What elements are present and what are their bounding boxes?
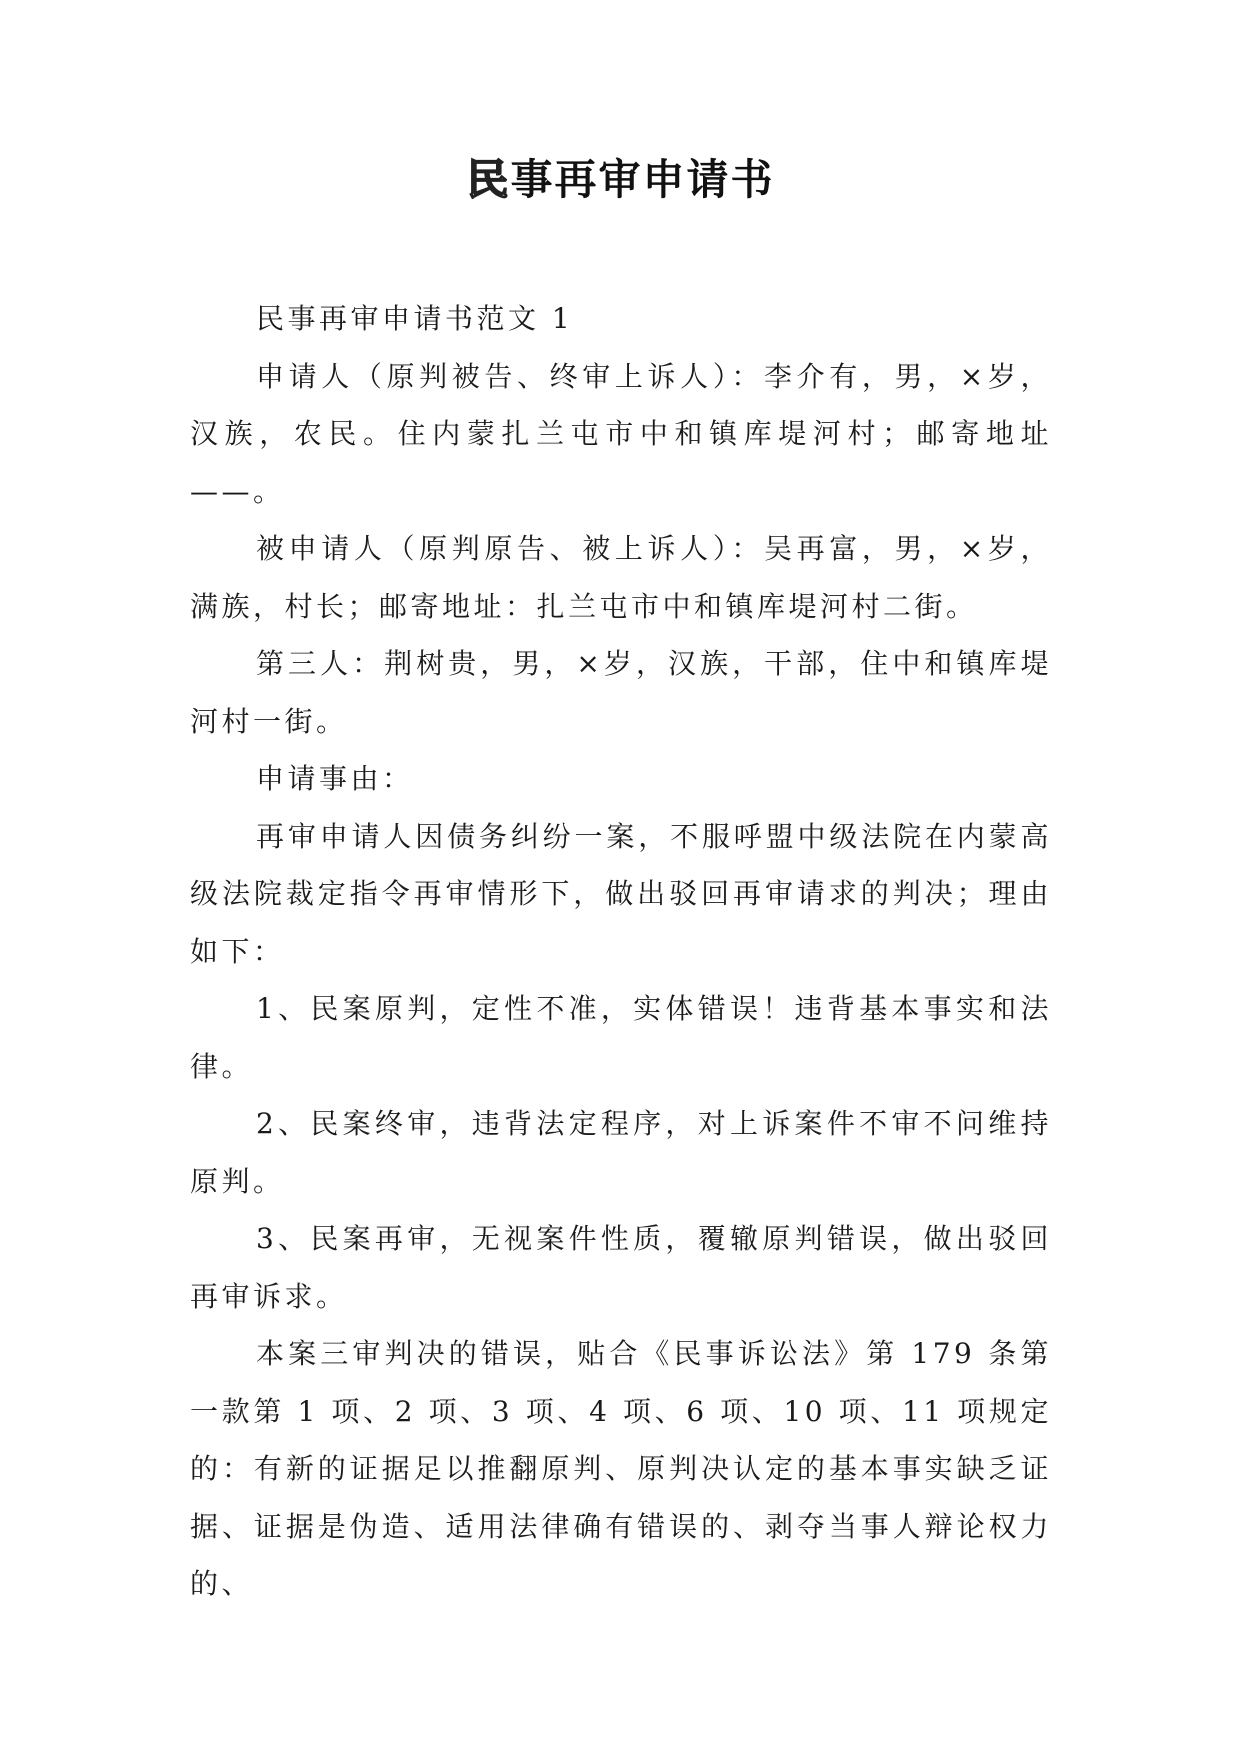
title-rest: 事再审申请书: [510, 155, 775, 204]
paragraph-item-3: 3、民案再审，无视案件性质，覆辙原判错误，做出驳回再审诉求。: [190, 1222, 1052, 1313]
paragraph-third-party: 第三人：荆树贵，男，×岁，汉族，干部，住中和镇库堤河村一街。: [190, 647, 1052, 738]
paragraph-item-1: 1、民案原判，定性不准，实体错误！违背基本事实和法律。: [190, 992, 1052, 1083]
paragraph-reason-label: 申请事由：: [256, 762, 414, 795]
paragraph-respondent: 被申请人（原判原告、被上诉人）：吴再富，男，×岁，满族，村长；邮寄地址：扎兰屯市中和镇库堤河村二街。: [190, 532, 1052, 623]
document-body: [190, 290, 1052, 1613]
paragraph-applicant: 申请人（原判被告、终审上诉人）：李介有，男，×岁，汉族，农民。住内蒙扎兰屯市中和镇库堤河村；邮寄地址——。: [190, 359, 1052, 508]
document-title: [0, 150, 1241, 210]
paragraph-item-2: 2、民案终审，违背法定程序，对上诉案件不审不问维持原判。: [190, 1107, 1052, 1198]
title-first-char: 民: [466, 155, 511, 204]
paragraph-legal-basis: 本案三审判决的错误，贴合《民事诉讼法》第 179 条第一款第 1 项、2 项、3 项、4 项、6 项、10 项、11 项规定的：有新的证据足以推翻原判、原判决认定的基本事实缺乏证据、证据是伪造、适用法律确有错误的、剥夺当事人辩论权力的、: [190, 1337, 1052, 1600]
paragraph-heading: 民事再审申请书范文 1: [256, 302, 574, 335]
paragraph-reason: 再审申请人因债务纠纷一案，不服呼盟中级法院在内蒙高级法院裁定指令再审情形下，做出驳回再审请求的判决；理由如下：: [190, 819, 1052, 968]
